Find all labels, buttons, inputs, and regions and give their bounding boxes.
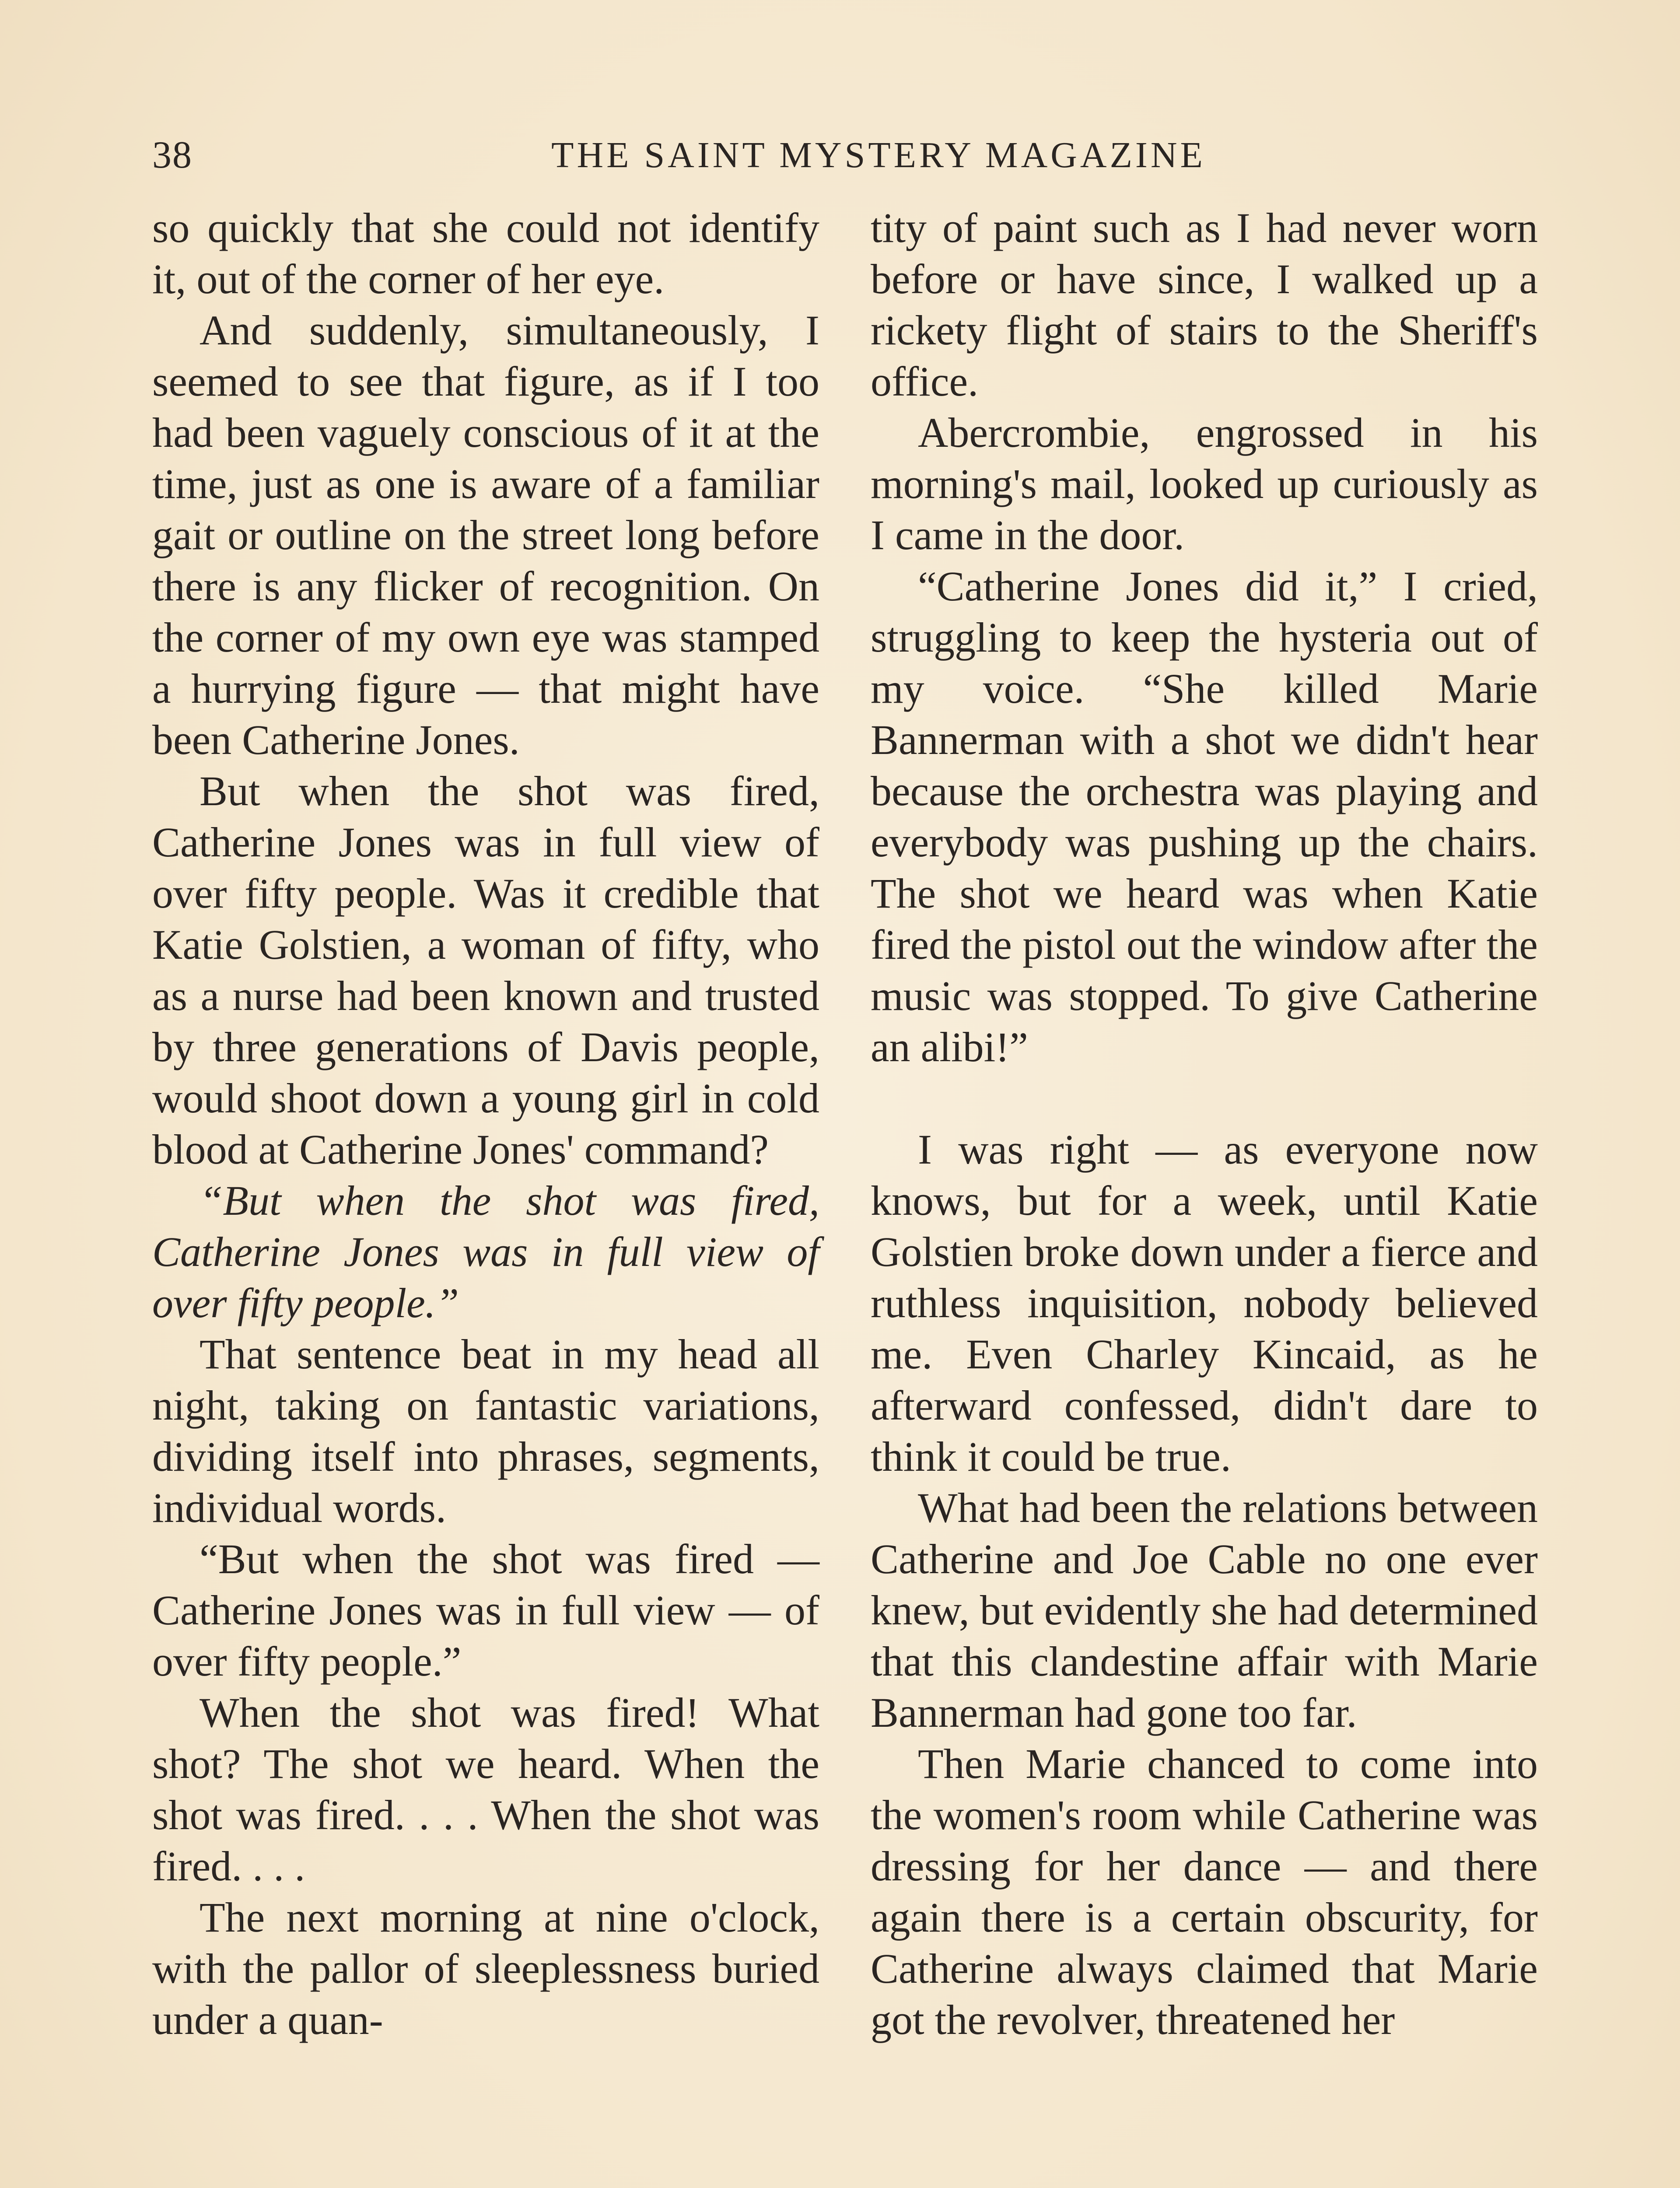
paragraph: That sentence beat in my head all night, taking on fantastic variations, dividing itself into phrases, segments, individual words. bbox=[152, 1331, 819, 1531]
page-header bbox=[152, 131, 1539, 179]
paragraph: But when the shot was fired, Catherine Jones was in full view of over fifty people. Was it credible that Katie Golstien, a woman of fifty, who as a nurse had been known and trusted by three generations of Davis people, would shoot down a young girl in cold blood at Catherine Jones' command? bbox=[152, 768, 819, 1173]
text-column-left bbox=[152, 202, 819, 2045]
paragraph: tity of paint such as I had never worn before or have since, I walked up a rickety flight of stairs to the Sheriff's office. bbox=[871, 204, 1538, 405]
page-number: 38 bbox=[152, 134, 192, 176]
paragraph: Abercrombie, engrossed in his morning's mail, looked up curiously as I came in the door. bbox=[871, 409, 1538, 558]
paragraph: And suddenly, simultaneously, I seemed to see that figure, as if I too had been vaguely conscious of it at the time, just as one is aware of a familiar gait or outline on the street long before there is any flicker of recognition. On the corner of my own eye was stamped a hurrying figure — that might have been Catherine Jones. bbox=[152, 307, 819, 763]
running-head: THE SAINT MYSTERY MAGAZINE bbox=[551, 135, 1206, 175]
paragraph: “Catherine Jones did it,” I cried, struggling to keep the hysteria out of my voice. “She killed Marie Bannerman with a shot we didn't hear because the orchestra was playing and everybody was pushing up the chairs. The shot we heard was when Katie fired the pistol out the window after the music was stopped. To give Catherine an alibi!” bbox=[871, 563, 1538, 1070]
paragraph: What had been the relations between Catherine and Joe Cable no one ever knew, but evidently she had determined that this clandestine affair with Marie Bannerman had gone too far. bbox=[871, 1484, 1538, 1736]
paragraph: “But when the shot was fired — Catherine Jones was in full view — of over fifty people.” bbox=[152, 1536, 819, 1685]
paragraph: The next morning at nine o'clock, with the pallor of sleeplessness buried under a quan- bbox=[152, 1894, 819, 2043]
paragraph: When the shot was fired! What shot? The shot we heard. When the shot was fired. . . . When the shot was fired. . . . bbox=[152, 1689, 819, 1890]
text-column-right bbox=[871, 202, 1538, 2045]
paragraph: so quickly that she could not identify it, out of the corner of her eye. bbox=[152, 204, 819, 302]
paragraph: I was right — as everyone now knows, but for a week, until Katie Golstien broke down under a fierce and ruthless inquisition, nobody believed me. Even Charley Kincaid, as he afterward confessed, didn't dare to think it could be true. bbox=[871, 1126, 1538, 1480]
paragraph-italic-quote: “But when the shot was fired, Catherine Jones was in full view of over fifty people.” bbox=[152, 1177, 819, 1326]
paragraph: Then Marie chanced to come into the women's room while Catherine was dressing for her dance — and there again there is a certain obscurity, for Catherine always claimed that Marie got the revolver, threatened her bbox=[871, 1740, 1538, 2043]
section-break bbox=[871, 1073, 1538, 1124]
